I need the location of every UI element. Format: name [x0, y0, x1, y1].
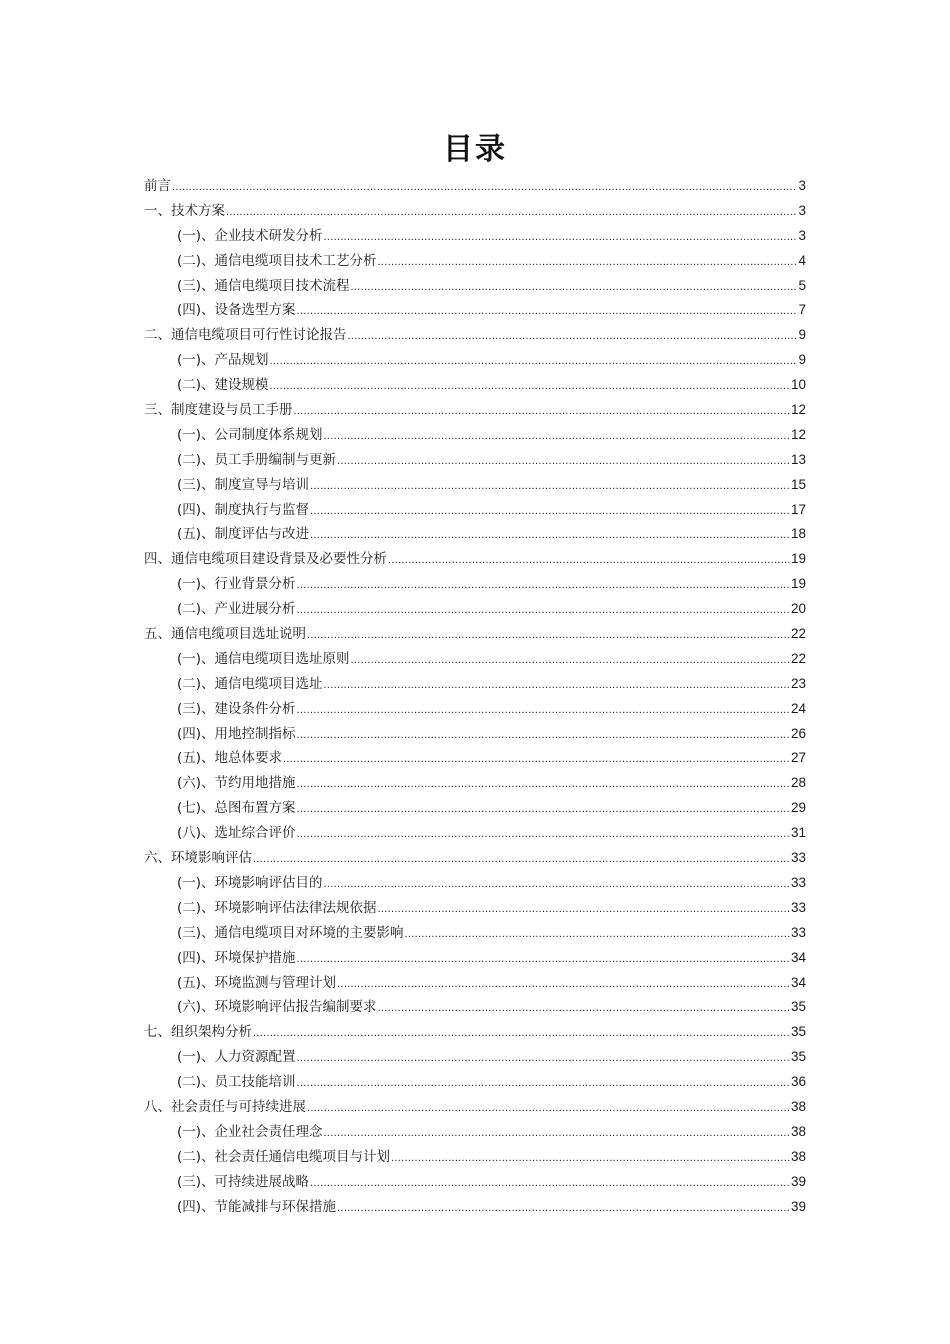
- toc-page-number: 38: [790, 1098, 806, 1114]
- toc-entry-label: (四)、设备选型方案: [177, 302, 296, 319]
- toc-page-number: 35: [790, 1024, 806, 1040]
- toc-entry-label: 前言: [144, 178, 171, 194]
- toc-subsection-entry[interactable]: [144, 1145, 806, 1170]
- toc-dot-leader: [310, 474, 790, 499]
- toc-dot-leader: [297, 598, 790, 623]
- toc-dot-leader: [270, 374, 790, 399]
- toc-dot-leader: [310, 523, 790, 548]
- toc-dot-leader: [297, 1071, 790, 1096]
- toc-dot-leader: [294, 399, 790, 424]
- toc-subsection-entry[interactable]: [144, 473, 806, 498]
- toc-page-number: 12: [790, 426, 806, 442]
- toc-dot-leader: [297, 573, 790, 598]
- toc-dot-leader: [378, 897, 790, 922]
- toc-entry-label: (六)、环境影响评估报告编制要求: [177, 999, 377, 1016]
- toc-entry-label: (二)、环境影响评估法律法规依据: [177, 899, 377, 916]
- toc-subsection-entry[interactable]: [144, 796, 806, 821]
- toc-entry-label: 二、通信电缆项目可行性讨论报告: [144, 327, 347, 344]
- toc-page-number: 7: [798, 302, 806, 318]
- toc-dot-leader: [297, 797, 790, 822]
- toc-subsection-entry[interactable]: [144, 498, 806, 523]
- toc-entry-label: 七、组织架构分析: [144, 1024, 252, 1041]
- toc-entry-label: (六)、节约用地措施: [177, 775, 296, 792]
- toc-dot-leader: [297, 822, 790, 847]
- toc-page-number: 13: [790, 451, 806, 467]
- toc-page-number: 4: [798, 252, 806, 268]
- toc-dot-leader: [297, 698, 790, 723]
- toc-entry-label: (二)、员工手册编制与更新: [177, 451, 337, 468]
- toc-page-number: 22: [790, 626, 806, 642]
- toc-subsection-entry[interactable]: [144, 871, 806, 896]
- toc-subsection-entry[interactable]: [144, 971, 806, 996]
- toc-section-entry[interactable]: [144, 174, 806, 199]
- toc-page-number: 28: [790, 775, 806, 791]
- toc-subsection-entry[interactable]: [144, 672, 806, 697]
- toc-entry-label: (二)、通信电缆项目技术工艺分析: [177, 252, 377, 269]
- toc-page-number: 33: [790, 874, 806, 890]
- toc-entry-label: 三、制度建设与员工手册: [144, 402, 293, 419]
- toc-subsection-entry[interactable]: [144, 572, 806, 597]
- toc-subsection-entry[interactable]: [144, 896, 806, 921]
- toc-subsection-entry[interactable]: [144, 1045, 806, 1070]
- toc-page-number: 10: [790, 377, 806, 393]
- toc-dot-leader: [324, 424, 790, 449]
- toc-entry-label: 六、环境影响评估: [144, 850, 252, 867]
- toc-entry-label: (一)、企业技术研发分析: [177, 227, 323, 244]
- toc-subsection-entry[interactable]: [144, 722, 806, 747]
- toc-section-entry[interactable]: [144, 622, 806, 647]
- toc-page-number: 3: [798, 227, 806, 243]
- toc-dot-leader: [391, 1146, 790, 1171]
- toc-page-number: 23: [790, 675, 806, 691]
- toc-page-number: 35: [790, 1049, 806, 1065]
- toc-subsection-entry[interactable]: [144, 522, 806, 547]
- toc-subsection-entry[interactable]: [144, 249, 806, 274]
- toc-entry-label: (一)、人力资源配置: [177, 1049, 296, 1066]
- toc-page-number: 22: [790, 650, 806, 666]
- toc-page-number: 19: [790, 576, 806, 592]
- toc-entry-label: 八、社会责任与可持续进展: [144, 1098, 306, 1115]
- table-of-contents: [144, 174, 806, 1219]
- toc-dot-leader: [324, 872, 790, 897]
- toc-dot-leader: [310, 499, 790, 524]
- toc-subsection-entry[interactable]: [144, 274, 806, 299]
- toc-dot-leader: [351, 275, 798, 300]
- toc-entry-label: 一、技术方案: [144, 202, 225, 219]
- toc-entry-label: 四、通信电缆项目建设背景及必要性分析: [144, 551, 387, 568]
- toc-page-number: 19: [790, 551, 806, 567]
- toc-entry-label: (三)、制度宣导与培训: [177, 476, 310, 493]
- toc-page-number: 9: [798, 352, 806, 368]
- toc-dot-leader: [297, 1046, 790, 1071]
- toc-dot-leader: [310, 1171, 790, 1196]
- toc-entry-label: (二)、建设规模: [177, 377, 269, 394]
- toc-section-entry[interactable]: [144, 398, 806, 423]
- toc-entry-label: (五)、地总体要求: [177, 750, 283, 767]
- toc-subsection-entry[interactable]: [144, 1070, 806, 1095]
- toc-subsection-entry[interactable]: [144, 821, 806, 846]
- toc-subsection-entry[interactable]: [144, 448, 806, 473]
- toc-entry-label: (二)、社会责任通信电缆项目与计划: [177, 1148, 391, 1165]
- toc-page-number: 17: [790, 501, 806, 517]
- toc-dot-leader: [226, 200, 797, 225]
- toc-page-number: 39: [790, 1173, 806, 1189]
- toc-entry-label: (三)、建设条件分析: [177, 700, 296, 717]
- toc-page-number: 20: [790, 601, 806, 617]
- toc-entry-label: (四)、节能减排与环保措施: [177, 1198, 337, 1215]
- toc-page-number: 34: [790, 949, 806, 965]
- toc-section-entry[interactable]: [144, 547, 806, 572]
- toc-section-entry[interactable]: [144, 846, 806, 871]
- toc-dot-leader: [297, 299, 798, 324]
- toc-dot-leader: [378, 250, 798, 275]
- toc-entry-label: 五、通信电缆项目选址说明: [144, 626, 306, 643]
- toc-entry-label: (一)、行业背景分析: [177, 576, 296, 593]
- toc-subsection-entry[interactable]: [144, 348, 806, 373]
- toc-dot-leader: [253, 847, 790, 872]
- toc-page-number: 33: [790, 850, 806, 866]
- toc-dot-leader: [297, 772, 790, 797]
- toc-entry-label: (四)、用地控制指标: [177, 725, 296, 742]
- toc-page-number: 12: [790, 402, 806, 418]
- toc-entry-label: (三)、通信电缆项目技术流程: [177, 277, 350, 294]
- toc-entry-label: (五)、环境监测与管理计划: [177, 974, 337, 991]
- toc-dot-leader: [337, 972, 790, 997]
- toc-entry-label: (一)、环境影响评估目的: [177, 874, 323, 891]
- toc-subsection-entry[interactable]: [144, 224, 806, 249]
- toc-dot-leader: [307, 1096, 790, 1121]
- toc-entry-label: (一)、企业社会责任理念: [177, 1123, 323, 1140]
- toc-page-number: 18: [790, 526, 806, 542]
- toc-dot-leader: [405, 922, 790, 947]
- toc-subsection-entry[interactable]: [144, 1195, 806, 1220]
- toc-page-number: 33: [790, 924, 806, 940]
- toc-entry-label: (二)、通信电缆项目选址: [177, 675, 323, 692]
- toc-page-number: 9: [798, 327, 806, 343]
- toc-page-number: 27: [790, 750, 806, 766]
- toc-page-number: 3: [798, 202, 806, 218]
- toc-dot-leader: [378, 996, 790, 1021]
- toc-section-entry[interactable]: [144, 1095, 806, 1120]
- toc-page-number: 15: [790, 476, 806, 492]
- toc-page-number: 38: [790, 1148, 806, 1164]
- toc-subsection-entry[interactable]: [144, 597, 806, 622]
- toc-subsection-entry[interactable]: [144, 697, 806, 722]
- toc-page-number: 26: [790, 725, 806, 741]
- toc-page-number: 24: [790, 700, 806, 716]
- toc-page-number: 36: [790, 1074, 806, 1090]
- toc-page-number: 39: [790, 1198, 806, 1214]
- toc-entry-label: (一)、通信电缆项目选址原则: [177, 650, 350, 667]
- toc-section-entry[interactable]: [144, 1020, 806, 1045]
- toc-subsection-entry[interactable]: [144, 746, 806, 771]
- toc-dot-leader: [324, 225, 798, 250]
- toc-subsection-entry[interactable]: [144, 423, 806, 448]
- toc-title: 目录: [443, 132, 507, 167]
- toc-dot-leader: [283, 747, 790, 772]
- toc-entry-label: (四)、制度执行与监督: [177, 501, 310, 518]
- toc-page-number: 5: [798, 277, 806, 293]
- toc-subsection-entry[interactable]: [144, 1120, 806, 1145]
- toc-page-number: 38: [790, 1123, 806, 1139]
- toc-page-number: 35: [790, 999, 806, 1015]
- toc-page-number: 34: [790, 974, 806, 990]
- toc-entry-label: (二)、产业进展分析: [177, 601, 296, 618]
- toc-dot-leader: [337, 449, 790, 474]
- toc-entry-label: (七)、总图布置方案: [177, 800, 296, 817]
- toc-dot-leader: [324, 673, 790, 698]
- toc-page-number: 3: [798, 178, 806, 193]
- toc-subsection-entry[interactable]: [144, 946, 806, 971]
- toc-dot-leader: [324, 1121, 790, 1146]
- toc-subsection-entry[interactable]: [144, 298, 806, 323]
- toc-dot-leader: [297, 723, 790, 748]
- toc-dot-leader: [253, 1021, 790, 1046]
- toc-page-number: 29: [790, 800, 806, 816]
- toc-dot-leader: [388, 548, 790, 573]
- toc-dot-leader: [351, 648, 790, 673]
- toc-entry-label: (四)、环境保护措施: [177, 949, 296, 966]
- toc-subsection-entry[interactable]: [144, 373, 806, 398]
- toc-subsection-entry[interactable]: [144, 995, 806, 1020]
- toc-page-number: 33: [790, 899, 806, 915]
- toc-dot-leader: [348, 324, 798, 349]
- toc-entry-label: (五)、制度评估与改进: [177, 526, 310, 543]
- toc-subsection-entry[interactable]: [144, 647, 806, 672]
- toc-entry-label: (一)、公司制度体系规划: [177, 426, 323, 443]
- toc-dot-leader: [307, 623, 790, 648]
- toc-page-number: 31: [790, 825, 806, 841]
- toc-section-entry[interactable]: [144, 199, 806, 224]
- toc-entry-label: (二)、员工技能培训: [177, 1074, 296, 1091]
- toc-entry-label: (八)、选址综合评价: [177, 825, 296, 842]
- toc-subsection-entry[interactable]: [144, 921, 806, 946]
- toc-dot-leader: [297, 947, 790, 972]
- toc-subsection-entry[interactable]: [144, 771, 806, 796]
- toc-entry-label: (三)、通信电缆项目对环境的主要影响: [177, 924, 404, 941]
- toc-section-entry[interactable]: [144, 323, 806, 348]
- toc-entry-label: (三)、可持续进展战略: [177, 1173, 310, 1190]
- toc-dot-leader: [337, 1196, 790, 1221]
- toc-dot-leader: [172, 175, 797, 200]
- toc-subsection-entry[interactable]: [144, 1170, 806, 1195]
- toc-entry-label: (一)、产品规划: [177, 352, 269, 369]
- toc-dot-leader: [270, 349, 798, 374]
